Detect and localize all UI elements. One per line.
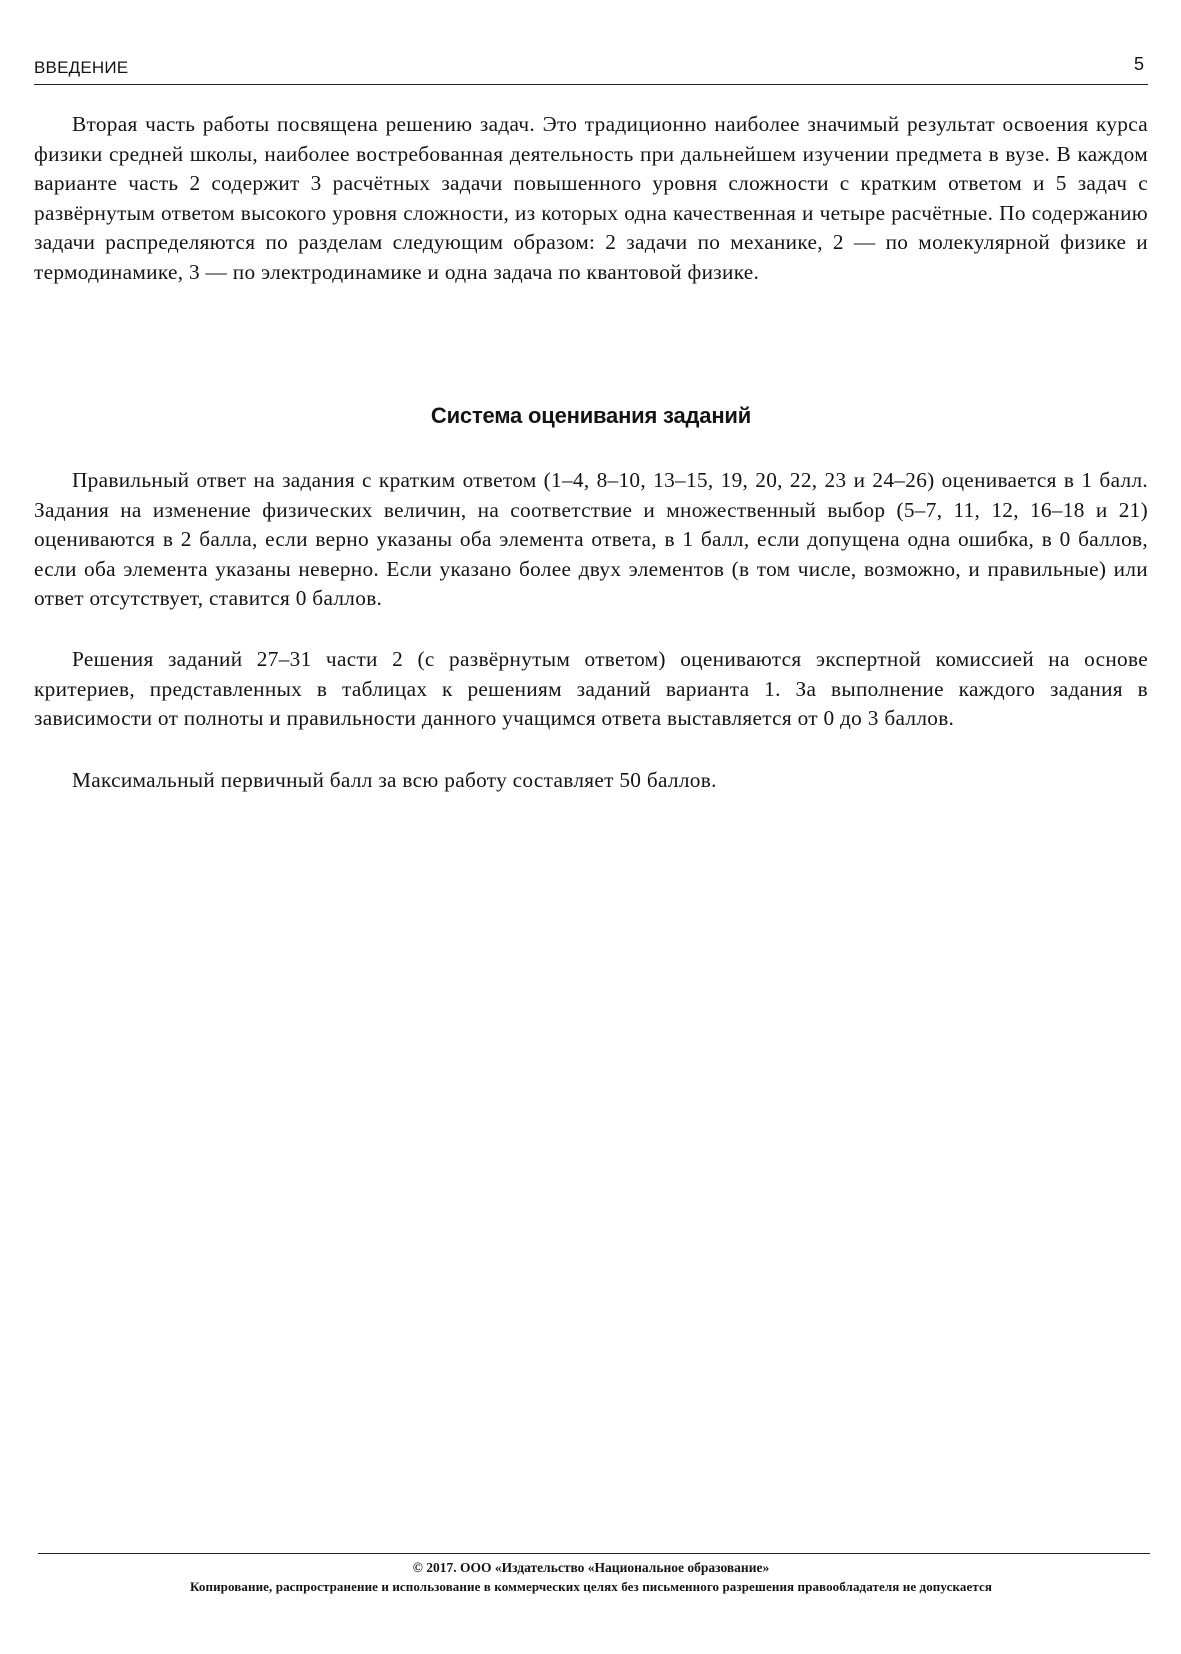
running-head: ВВЕДЕНИЕ [34, 58, 129, 77]
footer-copyright: © 2017. ООО «Издательство «Национальное образование» [412, 1560, 770, 1575]
section-title: Система оценивания заданий [430, 403, 752, 428]
footer-rule [38, 1553, 1150, 1554]
paragraph-part-two: Вторая часть работы посвящена решению задач. Это традиционно наиболее значимый результат освоения курса физики средней школы, наиболее востребованная деятельность при дальнейшем изучении предмета в вузе. В каждом варианте часть 2 содержит 3 расчётных задачи повышенного уровня сложности с кратким ответом и 5 задач с развёрнутым ответом высокого уровня сложности, из которых одна качественная и четыре расчётные. По содержанию задачи распределяются по разделам следующим образом: 2 задачи по механике, 2 — по молекулярной физике и термодинамике, 3 — по электродинамике и одна задача по квантовой физике. [34, 112, 1148, 284]
header-rule [34, 84, 1148, 85]
page-number: 5 [1134, 54, 1145, 74]
paragraph-max-score: Максимальный первичный балл за всю работу составляет 50 баллов. [72, 768, 717, 792]
footer-notice: Копирование, распространение и использование в коммерческих целях без письменного разрешения правообладателя не допускается [190, 1579, 992, 1594]
paragraph-short-answers: Правильный ответ на задания с кратким ответом (1–4, 8–10, 13–15, 19, 20, 22, 23 и 24–26) оценивается в 1 балл. Задания на изменение физических величин, на соответствие и множественный выбор (5–7, 11, 12, 16–18 и 21) оцениваются в 2 балла, если верно указаны оба элемента ответа, в 1 балл, если допущена одна ошибка, в 0 баллов, если оба элемента указаны неверно. Если указано более двух элементов (в том числе, возможно, и правильные) или ответ отсутствует, ставится 0 баллов. [34, 468, 1148, 611]
paragraph-extended-answers: Решения заданий 27–31 части 2 (с развёрнутым ответом) оцениваются экспертной комиссией на основе критериев, представленных в таблицах к решениям заданий варианта 1. За выполнение каждого задания в зависимости от полноты и правильности данного учащимся ответа выставляется от 0 до 3 баллов. [34, 647, 1148, 731]
